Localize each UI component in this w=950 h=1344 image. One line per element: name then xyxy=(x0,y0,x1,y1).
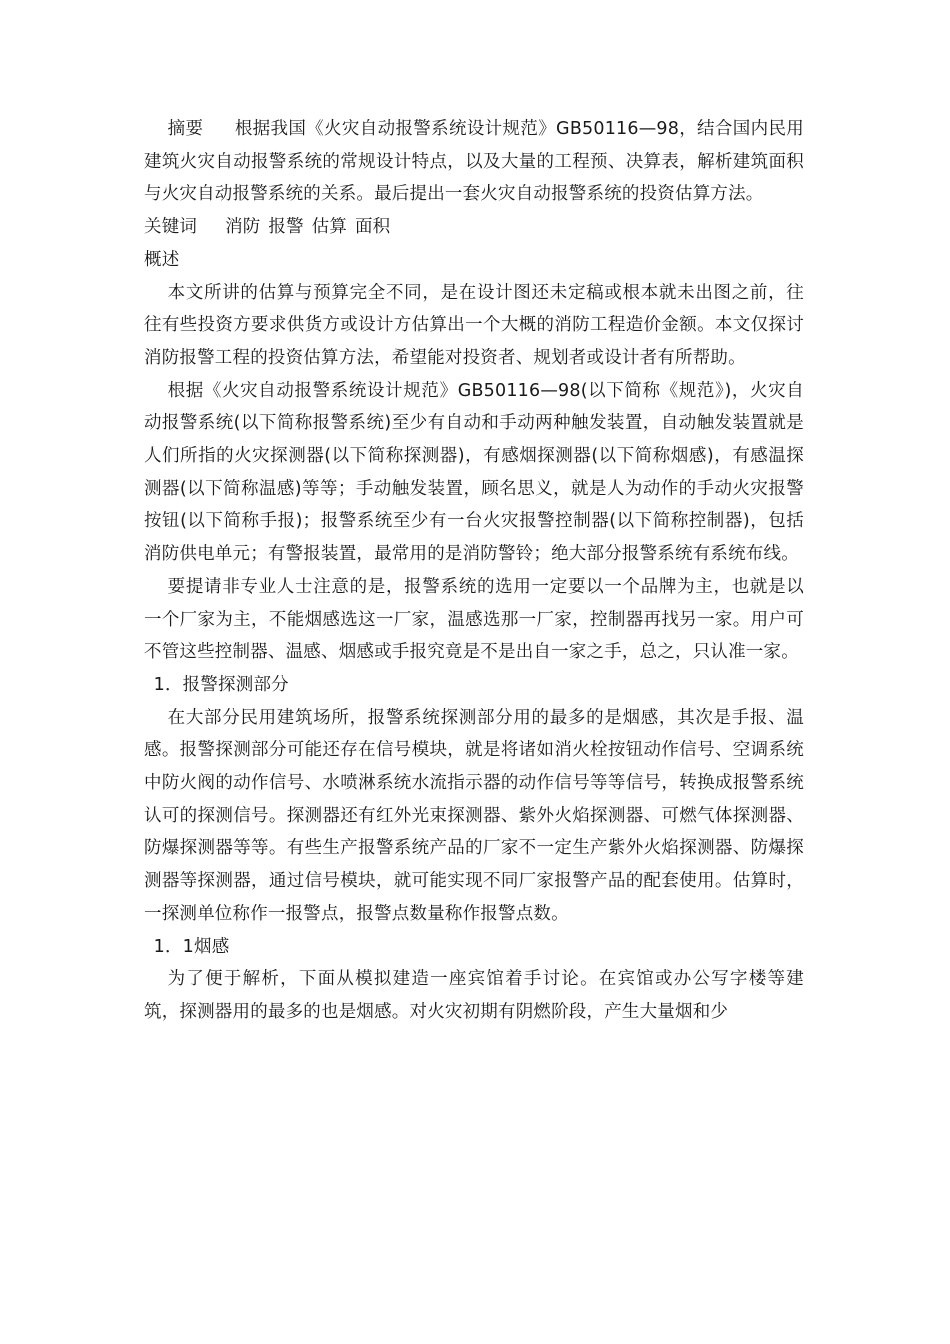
abstract-label: 摘要 xyxy=(167,119,204,139)
section-1-paragraph: 在大部分民用建筑场所，报警系统探测部分用的最多的是烟感，其次是手报、温感。报警探测部分可能还存在信号模块，就是将诸如消火栓按钮动作信号、空调系统中防火阀的动作信号、水喷淋系统水流指示器的动作信号等等信号，转换成报警系统认可的探测信号。探测器还有红外光束探测器、紫外火焰探测器、可燃气体探测器、防爆探测器等等。有些生产报警系统产品的厂家不一定生产紫外火焰探测器、防爆探测器等探测器，通过信号模块，就可能实现不同厂家报警产品的配套使用。估算时，一探测单位称作一报警点，报警点数量称作报警点数。 xyxy=(144,707,804,924)
keywords-line xyxy=(144,211,804,244)
section-1-1-paragraph: 为了便于解析，下面从模拟建造一座宾馆着手讨论。在宾馆或办公写字楼等建筑，探测器用的最多的也是烟感。对火灾初期有阴燃阶段，产生大量烟和少 xyxy=(144,969,804,1022)
keyword: 估算 xyxy=(311,217,348,238)
keyword: 报警 xyxy=(268,217,304,238)
abstract-paragraph xyxy=(144,113,804,211)
overview-paragraph-3: 要提请非专业人士注意的是，报警系统的选用一定要以一个品牌为主，也就是以一个厂家为主，不能烟感选这一厂家，温感选那一厂家，控制器再找另一家。用户可不管这些控制器、温感、烟感或手报究竟是不是出自一家之手，总之，只认准一家。 xyxy=(144,576,804,663)
overview-paragraph-2: 根据《火灾自动报警系统设计规范》GB50116—98(以下简称《规范》)，火灾自动报警系统(以下简称报警系统)至少有自动和手动两种触发装置，自动触发装置就是人们所指的火灾探测器(以下简称探测器)，有感烟探测器(以下简称烟感)，有感温探测器(以下简称温感)等等；手动触发装置，顾名思义，就是人为动作的手动火灾报警按钮(以下简称手报)；报警系统至少有一台火灾报警控制器(以下简称控制器)，包括消防供电单元；有警报装置，最常用的是消防警铃；绝大部分报警系统有系统布线。 xyxy=(144,380,804,565)
overview-heading: 概述 xyxy=(144,249,180,270)
section-1-1-heading: 1．1烟感 xyxy=(153,936,230,957)
keyword: 面积 xyxy=(354,217,391,238)
abstract-text: 根据我国《火灾自动报警系统设计规范》GB50116—98，结合国内民用建筑火灾自动报警系统的常规设计特点，以及大量的工程预、决算表，解析建筑面积与火灾自动报警系统的关系。最后提出一套火灾自动报警系统的投资估算方法。 xyxy=(144,119,804,205)
section-1-heading: 1．报警探测部分 xyxy=(153,674,289,695)
keyword: 消防 xyxy=(225,217,261,238)
keywords-label: 关键词 xyxy=(144,217,198,238)
document-page xyxy=(144,113,804,1029)
overview-paragraph-1: 本文所讲的估算与预算完全不同，是在设计图还未定稿或根本就未出图之前，往往有些投资方要求供货方或设计方估算出一个大概的消防工程造价金额。本文仅探讨消防报警工程的投资估算方法，希望能对投资者、规划者或设计者有所帮助。 xyxy=(144,282,804,368)
